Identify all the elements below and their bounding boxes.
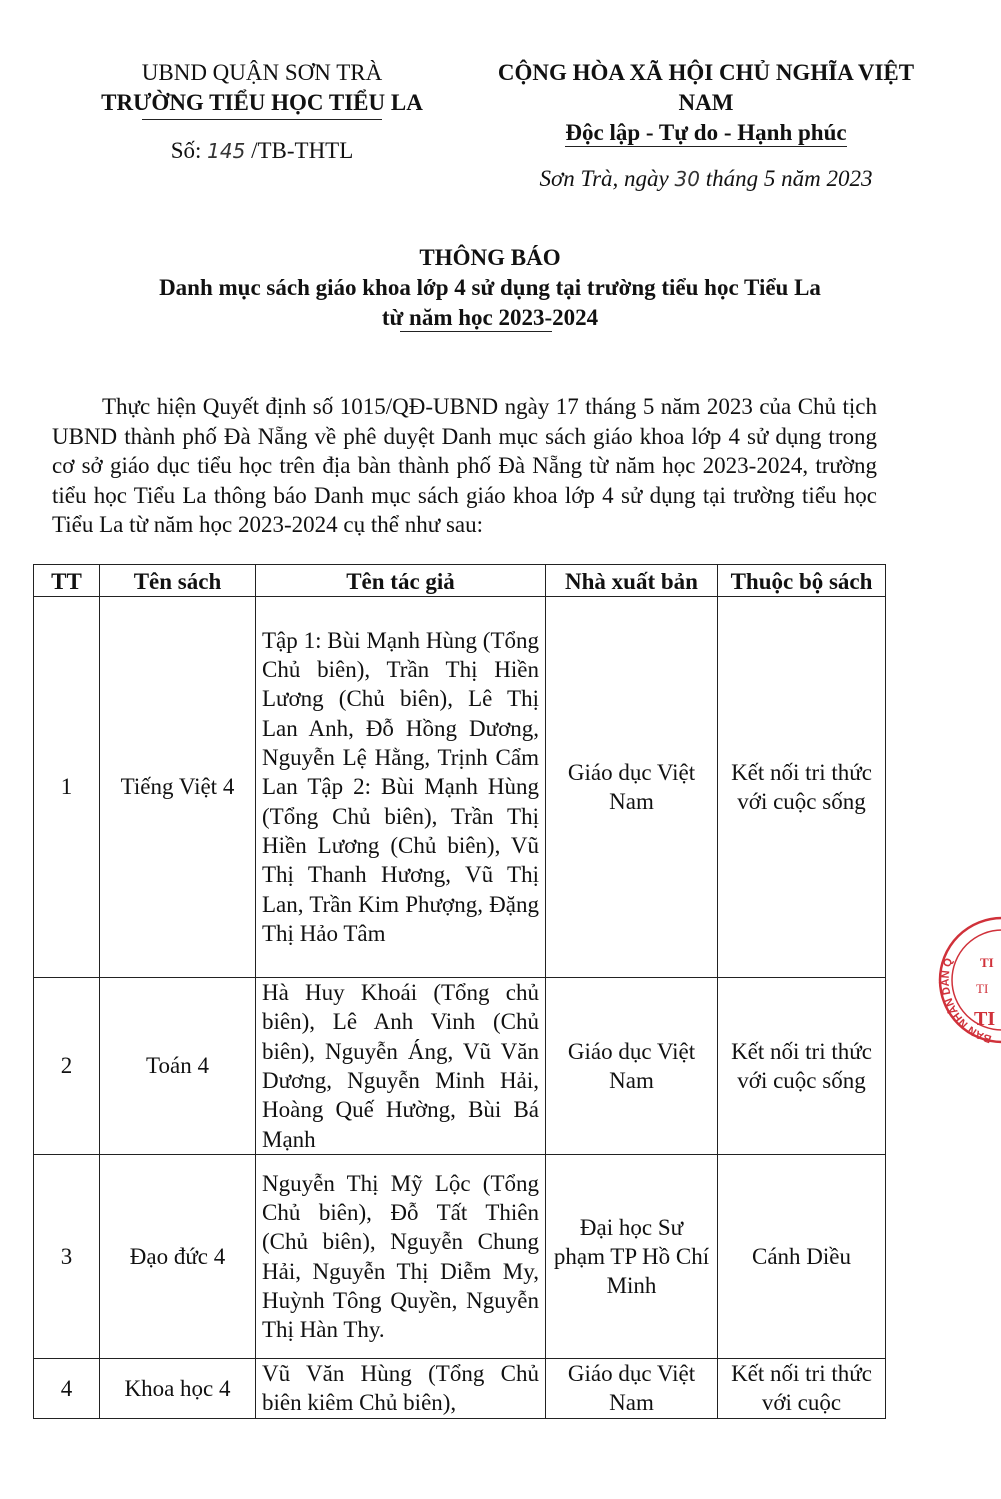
col-header-book-name: Tên sách (100, 565, 256, 597)
col-header-publisher: Nhà xuất bản (546, 565, 718, 597)
doc-number-handwritten: 145 (207, 139, 246, 163)
official-seal-stamp (938, 905, 1001, 1055)
document-number (52, 136, 472, 166)
issuer-school: TRƯỜNG TIỂU HỌC TIỂU LA (101, 90, 423, 115)
table-row (34, 978, 886, 1155)
seal-ring-text: BAN NHÂN DÂN Q (939, 956, 994, 1045)
cell-tt: 4 (34, 1359, 100, 1419)
cell-book-name: Toán 4 (100, 978, 256, 1155)
textbook-table (33, 564, 886, 1419)
table-header-row (34, 565, 886, 597)
table-row (34, 1155, 886, 1359)
date-suffix: tháng 5 năm 2023 (699, 166, 873, 191)
intro-paragraph: Thực hiện Quyết định số 1015/QĐ-UBND ngày 17 tháng 5 năm 2023 của Chủ tịch UBND thành phố Đà Nẵng về phê duyệt Danh mục sách giáo khoa lớp 4 sử dụng trong cơ sở giáo dục tiểu học trên địa bàn thành phố Đà Nẵng từ năm học 2023-2024, trường tiểu học Tiểu La thông báo Danh mục sách giáo khoa lớp 4 sử dụng tại trường tiểu học Tiểu La từ năm học 2023-2024 cụ thể như sau: (52, 394, 877, 537)
issuer-underline (142, 119, 382, 120)
notice-subtitle-line2: từ năm học 2023-2024 (381, 305, 599, 330)
doc-number-prefix: Số: (170, 138, 208, 163)
cell-book-name: Khoa học 4 (100, 1359, 256, 1419)
notice-subtitle-line1: Danh mục sách giáo khoa lớp 4 sử dụng tại trường tiểu học Tiểu La (159, 275, 821, 300)
col-header-authors: Tên tác giả (256, 565, 546, 597)
table-row (34, 1359, 886, 1419)
document-date (470, 164, 942, 194)
seal-line-1: TI (980, 955, 994, 970)
country-name: CỘNG HÒA XÃ HỘI CHỦ NGHĨA VIỆT NAM (497, 60, 915, 115)
cell-authors: Vũ Văn Hùng (Tổng Chủ biên kiêm Chủ biên), (256, 1359, 546, 1419)
issuer-block (52, 58, 472, 166)
issuer-district: UBND QUẬN SƠN TRÀ (141, 60, 383, 85)
cell-series: Kết nối tri thức với cuộc sống (718, 978, 886, 1155)
cell-tt: 1 (34, 597, 100, 978)
cell-publisher: Giáo dục Việt Nam (546, 978, 718, 1155)
doc-number-suffix: /TB-THTL (245, 138, 354, 163)
notice-heading: THÔNG BÁO (419, 245, 561, 270)
national-header (470, 58, 942, 194)
cell-publisher: Giáo dục Việt Nam (546, 1359, 718, 1419)
seal-line-2: TI (976, 981, 989, 996)
seal-line-3: TI (974, 1008, 996, 1030)
cell-publisher: Giáo dục Việt Nam (546, 597, 718, 978)
cell-publisher: Đại học Sư phạm TP Hồ Chí Minh (546, 1155, 718, 1359)
col-header-tt: TT (34, 565, 100, 597)
national-motto: Độc lập - Tự do - Hạnh phúc (565, 120, 847, 145)
cell-series: Kết nối tri thức với cuộc (718, 1359, 886, 1419)
cell-series: Cánh Diều (718, 1155, 886, 1359)
date-prefix: Sơn Trà, ngày (539, 166, 675, 191)
cell-authors: Hà Huy Khoái (Tổng chủ biên), Lê Anh Vinh (Chủ biên), Nguyễn Áng, Vũ Văn Dương, Nguyễn Minh Hải, Hoàng Quế Hường, Bùi Bá Mạnh (256, 978, 546, 1155)
cell-tt: 3 (34, 1155, 100, 1359)
cell-authors: Nguyễn Thị Mỹ Lộc (Tổng Chủ biên), Đỗ Tất Thiên (Chủ biên), Nguyễn Chung Hải, Nguyễn Thị Diễm My, Huỳnh Tông Quyền, Nguyễn Thị Hàn Thy. (256, 1155, 546, 1359)
cell-series: Kết nối tri thức với cuộc sống (718, 597, 886, 978)
date-day-handwritten: 30 (674, 167, 700, 191)
cell-tt: 2 (34, 978, 100, 1155)
cell-authors: Tập 1: Bùi Mạnh Hùng (Tổng Chủ biên), Trần Thị Hiền Lương (Chủ biên), Lê Thị Lan Anh, Đỗ Hồng Dương, Nguyễn Lệ Hằng, Trịnh Cẩm Lan Tập 2: Bùi Mạnh Hùng (Tổng Chủ biên), Trần Thị Hiền Lương (Chủ biên), Vũ Thị Thanh Hương, Vũ Thị Lan, Trần Kim Phượng, Đặng Thị Hảo Tâm (256, 597, 546, 978)
col-header-series: Thuộc bộ sách (718, 565, 886, 597)
cell-book-name: Đạo đức 4 (100, 1155, 256, 1359)
cell-book-name: Tiếng Việt 4 (100, 597, 256, 978)
table-row (34, 597, 886, 978)
notice-title (0, 243, 980, 332)
